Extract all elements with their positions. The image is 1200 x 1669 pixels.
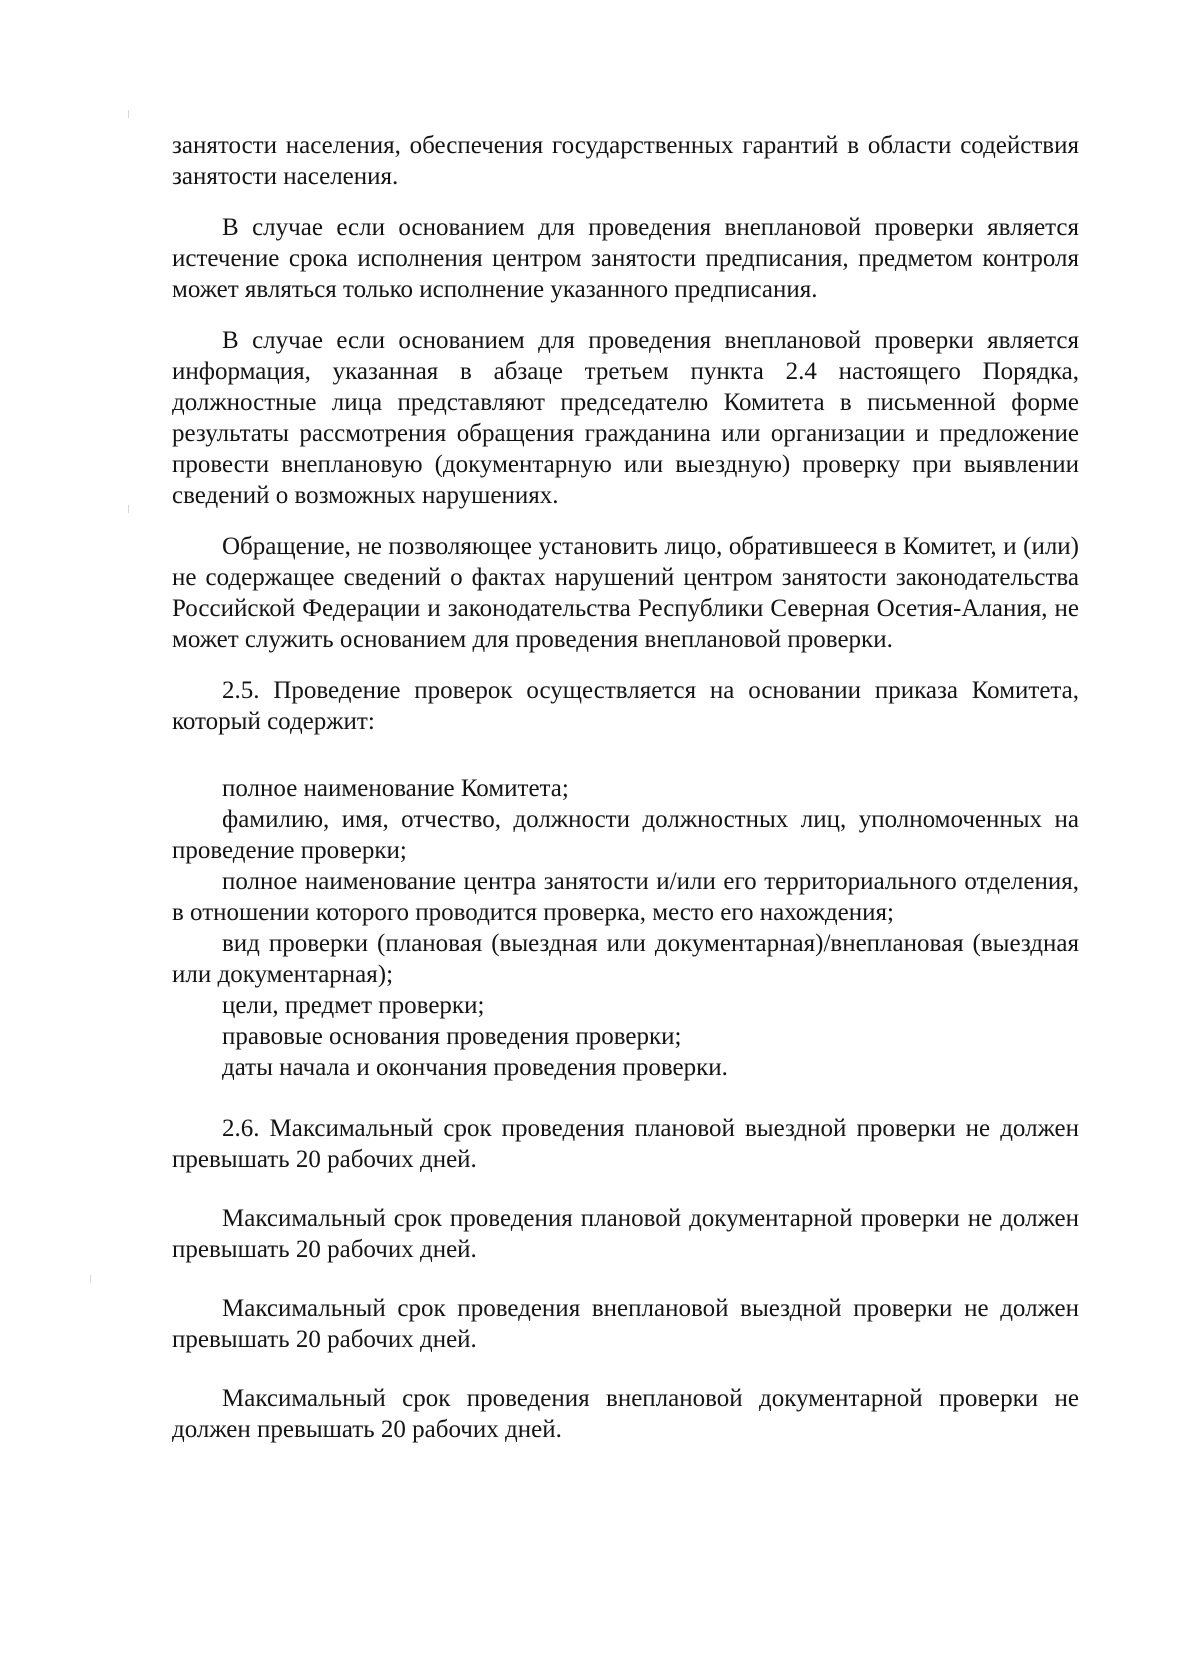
list-item: цели, предмет проверки; (222, 992, 485, 1019)
scan-artifact (90, 1275, 91, 1283)
order-contents-list (172, 773, 1079, 1083)
paragraph-section-2-5: 2.5. Проведение проверок осуществляется на основании приказа Комитета, который содержит: (172, 677, 1079, 735)
list-item: правовые основания проведения проверки; (222, 1023, 682, 1050)
document-body (172, 130, 1079, 1445)
paragraph-max-term-planned-documentary: Максимальный срок проведения плановой документарной проверки не должен превышать 20 рабочих дней. (172, 1205, 1079, 1263)
list-item: фамилию, имя, отчество, должности должностных лиц, уполномоченных на проведение проверки; (172, 806, 1079, 864)
paragraph-max-term-unscheduled-documentary: Максимальный срок проведения внеплановой документарной проверки не должен превышать 20 рабочих дней. (172, 1385, 1079, 1443)
paragraph-intro-continuation: занятости населения, обеспечения государственных гарантий в области содействия занятости населения. (172, 132, 1079, 190)
paragraph-section-2-6: 2.6. Максимальный срок проведения плановой выездной проверки не должен превышать 20 рабочих дней. (172, 1115, 1079, 1173)
list-item: полное наименование центра занятости и/или его территориального отделения, в отношении которого проводится проверка, место его нахождения; (172, 868, 1079, 926)
scan-artifact (128, 110, 129, 118)
paragraph-max-term-unscheduled-field: Максимальный срок проведения внеплановой выездной проверки не должен превышать 20 рабочих дней. (172, 1295, 1079, 1353)
list-item: полное наименование Комитета; (222, 775, 569, 802)
list-item: даты начала и окончания проведения проверки. (222, 1054, 728, 1081)
paragraph-anonymous-appeal: Обращение, не позволяющее установить лицо, обратившееся в Комитет, и (или) не содержащее сведений о фактах нарушений центром занятости законодательства Российской Федерации и законодательства Республики Северная Осетия-Алания, не может служить основанием для проведения внеплановой проверки. (172, 533, 1079, 653)
paragraph-unscheduled-check-information: В случае если основанием для проведения внеплановой проверки является информация, указанная в абзаце третьем пункта 2.4 настоящего Порядка, должностные лица представляют председателю Комитета в письменной форме результаты рассмотрения обращения гражданина или организации и предложение провести внеплановую (документарную или выездную) проверку при выявлении сведений о возможных нарушениях. (172, 327, 1079, 509)
paragraph-unscheduled-check-prescription: В случае если основанием для проведения внеплановой проверки является истечение срока исполнения центром занятости предписания, предметом контроля может являться только исполнение указанного предписания. (172, 214, 1079, 303)
list-item: вид проверки (плановая (выездная или документарная)/внеплановая (выездная или документарная); (172, 930, 1079, 988)
scan-artifact (128, 505, 129, 513)
